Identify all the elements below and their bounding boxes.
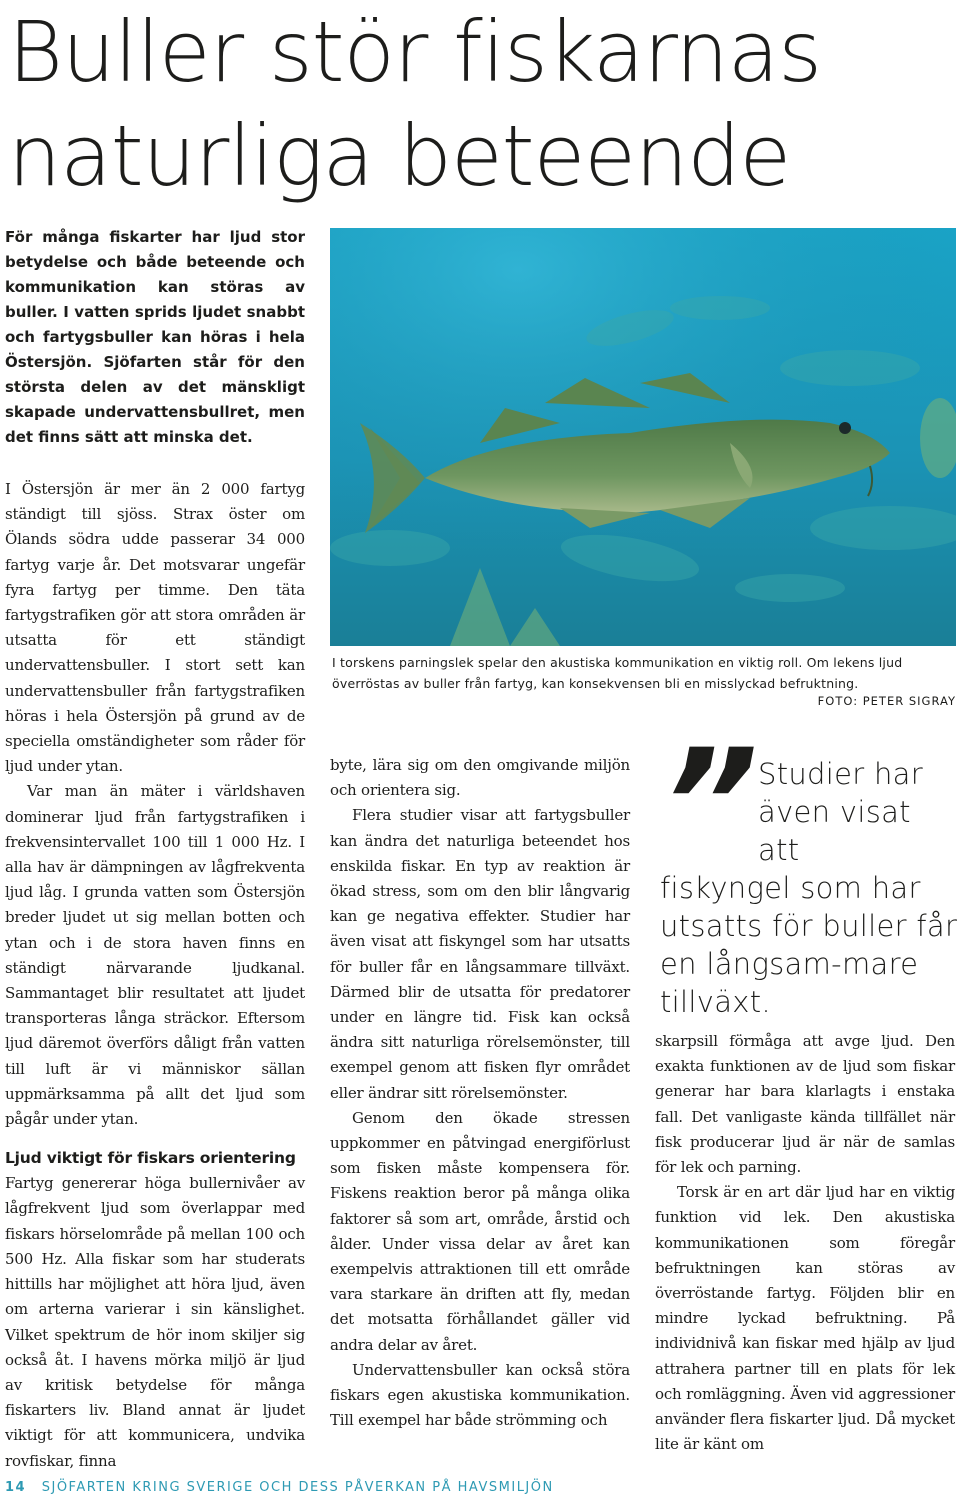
underwater-cod-image	[330, 228, 956, 646]
pull-quote	[660, 755, 958, 1021]
pull-quote-line: Studier har	[758, 757, 923, 791]
body-paragraph: Torsk är en art där ljud har en viktig funktion vid lek. Den akustiska kommunikationen som föregår befruktningen kan störas av överröstande fartyg. Följden blir en mindre lyckad befruktning. På individnivå kan fiskar med hjälp av ljud attrahera partner till en plats för lek och romläggning. Även vid aggressioner använder flera fiskarter ljud. Då mycket lite är känt om	[655, 1183, 955, 1454]
body-column-1	[5, 477, 305, 1474]
headline: Buller stör fiskarnas naturliga beteende	[8, 3, 822, 205]
page-number: 14	[5, 1480, 27, 1495]
body-paragraph: skarpsill förmåga att avge ljud. Den exakta funktionen av de ljud som fiskar generar har bara klarlagts i enstaka fall. Det vanligaste kända tillfället när fisk producerar ljud är när de samlas för lek och parning.	[655, 1032, 955, 1177]
quote-mark: ”	[662, 718, 745, 892]
pull-quote-line: även visat att	[758, 795, 911, 867]
section-subheading: Ljud viktigt för fiskars orientering	[5, 1149, 296, 1168]
body-paragraph: Genom den ökade stressen uppkommer en påtvingad energiförlust som fisken måste kompensera för. Fiskens reaktion beror på många olika faktorer så som art, område, årstid och ålder. Under vissa delar av året kan exempelvis attraktionen till ett område vara starkare än driften att fly, medan det motsatta förhållandet gäller vid andra delar av året.	[330, 1108, 630, 1354]
page-footer	[5, 1480, 945, 1495]
body-column-3	[655, 1029, 955, 1457]
photo-credit: FOTO: PETER SIGRAY	[817, 694, 956, 708]
body-paragraph: byte, lära sig om den omgivande miljön och orientera sig.	[330, 756, 630, 800]
body-paragraph: Fartyg genererar höga bullernivåer av lågfrekvent ljud som överlappar med fiskars hörselområde på mellan 100 och 500 Hz. Alla fiskar som har studerats hittills har möjlighet att höra ljud, även om arterna varierar i sin känslighet. Vilket spektrum de hör inom skiljer sig också åt. I havens mörka miljö är ljud av kritisk betydelse för många fiskarters liv. Bland annat är ljudet viktigt för att kommunicera, undvika rovfiskar, finna	[5, 1174, 305, 1470]
cod-photo	[330, 228, 956, 646]
body-paragraph: Var man än mäter i världshaven dominerar ljud från fartygstrafiken i frekvensintervallet 100 till 1 000 Hz. I alla hav är dämpningen av lågfrekventa ljud låg. I grunda vatten som Östersjön breder ljudet ut sig mellan botten och ytan och i de stora haven finns en ständigt närvarande ljudkanal. Sammantaget blir resultatet att ljudet transporteras långa sträckor. Eftersom ljud däremot överförs dåligt från vatten till luft är vi människor sällan uppmärksamma på allt det ljud som pågår under ytan.	[5, 782, 305, 1129]
photo-caption: I torskens parningslek spelar den akustiska kommunikation en viktig roll. Om lekens ljud överröstas av buller från fartyg, kan konsekvensen bli en misslyckad befruktning.	[332, 655, 903, 691]
body-column-2	[330, 753, 630, 1433]
running-title: SJÖFARTEN KRING SVERIGE OCH DESS PÅVERKAN PÅ HAVSMILJÖN	[41, 1480, 554, 1495]
body-paragraph: Flera studier visar att fartygsbuller kan ändra det naturliga beteendet hos enskilda fiskar. En typ av reaktion är ökad stress, som om den blir långvarig kan ge negativa effekter. Studier har även visat att fiskyngel som har utsatts för buller får en långsammare tillväxt. Därmed blir de utsatta för predatorer under en längre tid. Fisk kan också ändra sitt naturliga rörelsemönster, till exempel genom att fisken flyr området eller ändrar sitt rörelsemönster.	[330, 806, 630, 1102]
lead-paragraph: För många fiskarter har ljud stor betydelse och både beteende och kommunikation kan störas av buller. I vatten sprids ljudet snabbt och fartygsbuller kan höras i hela Östersjön. Sjöfarten står för den största delen av det mänskligt skapade undervattensbullret, men det finns sätt att minska det.	[5, 228, 305, 446]
body-paragraph: I Östersjön är mer än 2 000 fartyg ständigt till sjöss. Strax öster om Ölands södra udde passerar 34 000 fartyg varje år. Det motsvarar ungefär fyra fartyg per timme. Den täta fartygstrafiken gör att stora områden är utsatta för ett ständigt undervattensbuller. I stort sett kan undervattensbuller från fartygstrafiken höras i hela Östersjön på grund av de speciella omständigheter som råder för ljud under ytan.	[5, 480, 305, 776]
pull-quote-text: fiskyngel som har utsatts för buller får en långsam-mare tillväxt.	[660, 871, 958, 1019]
body-paragraph: Undervattensbuller kan också störa fiskars egen akustiska kommunikation. Till exempel har både strömming och	[330, 1360, 630, 1430]
